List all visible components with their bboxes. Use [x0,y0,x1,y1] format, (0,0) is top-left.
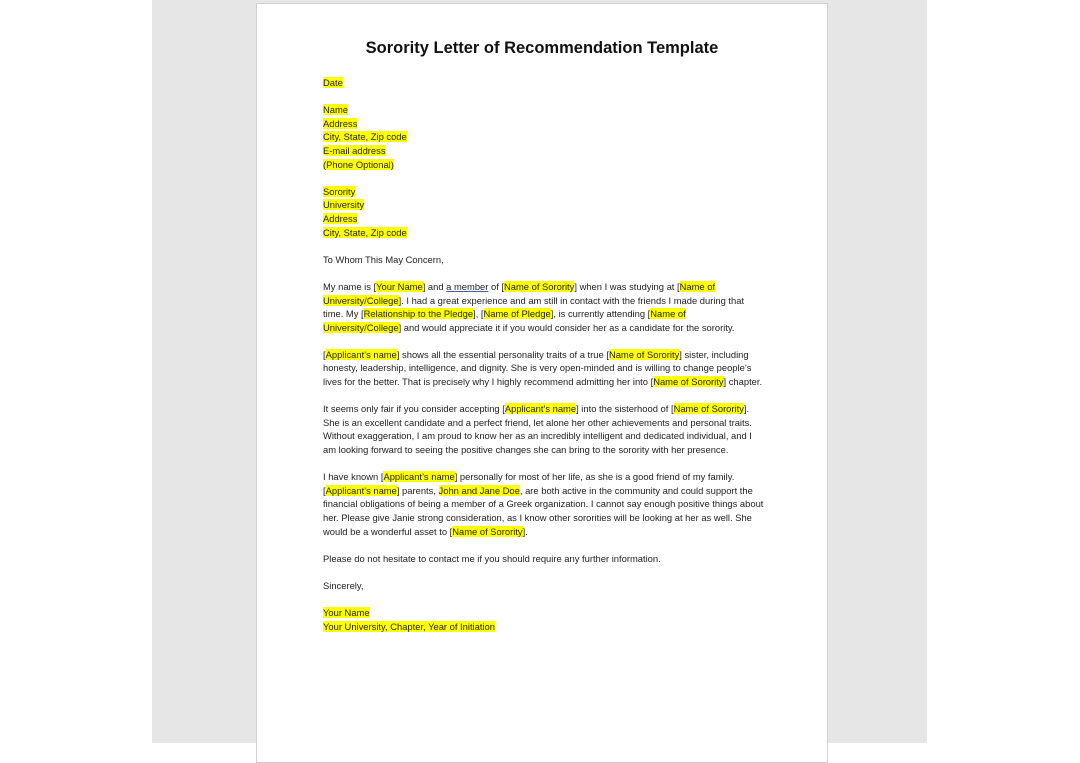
document-page [256,3,828,763]
letter-block [323,552,765,566]
text-run: ] and [422,280,447,292]
placeholder-highlight: (Phone Optional) [323,158,394,170]
placeholder-highlight: Sorority [323,185,356,197]
text-line [323,185,765,199]
placeholder-highlight: Name of University/College [323,308,686,333]
placeholder-highlight: Name of Sorority [452,525,523,537]
letter-paragraph [323,470,765,538]
letter-block [323,579,765,593]
text-run: ]. I had a great experience and am still in contact with the friends I made during that time. My [ [323,294,745,320]
text-run: To Whom This May Concern, [323,253,444,265]
text-run: a member [446,280,489,292]
text-run: ] chapter. [723,376,763,388]
placeholder-highlight: Name of Sorority [504,280,575,292]
text-run: ]. [522,525,528,537]
placeholder-highlight: Your Name [376,280,423,292]
placeholder-highlight: Name of University/College [323,280,716,306]
placeholder-highlight: Name [323,104,349,116]
letter-paragraph [323,280,765,334]
placeholder-highlight: Name of Pledge [483,308,551,320]
text-run: Please do not hesitate to contact me if you should require any further information. [323,552,661,564]
letter-block [323,253,765,267]
text-run: ] personally for most of her life, as she is a good friend of my family. [ [323,471,735,496]
text-line [323,76,765,90]
placeholder-highlight: Name of Sorority [673,403,744,415]
letter-paragraph [323,348,765,389]
placeholder-highlight: Relationship to the Pledge [363,308,474,320]
placeholder-highlight: E-mail address [323,144,386,156]
letter-paragraph [323,402,765,456]
text-run: ] parents, [396,484,439,496]
placeholder-highlight: Date [323,77,343,88]
placeholder-highlight: Name of Sorority [653,376,724,388]
text-line [323,253,765,267]
text-run: ], [ [473,308,484,320]
placeholder-highlight: Address [323,117,358,129]
placeholder-highlight: Applicant’s name [504,403,577,415]
text-run: ] shows all the essential personality traits of a true [ [396,348,609,360]
text-run: It seems only fair if you consider accepting [ [323,403,505,415]
placeholder-highlight: Address [323,212,358,224]
text-run: ] into the sisterhood of [ [576,403,674,415]
text-run: My name is [ [323,280,377,292]
placeholder-highlight: Name of Sorority [608,348,680,360]
text-run: I have known [ [323,471,384,483]
letter-block [323,76,765,90]
placeholder-highlight: John and Jane Doe [438,484,520,496]
text-run: ]. She is an excellent candidate and a perfect friend, let alone her other achievements and personal traits. Without exaggeration, I am proud to know her as an incredibly intelligent and dedicated individual, and I am looking forward to seeing the positive changes she can bring to the sorority with her presence. [323,403,752,456]
text-run: ] and would appreciate it if you would consider her as a candidate for the sorority. [398,321,735,333]
text-line [323,606,765,620]
text-line [323,579,765,593]
placeholder-highlight: Applicant’s name [325,348,397,360]
text-line [323,226,765,240]
text-line [323,103,765,117]
placeholder-highlight: Your Name [323,607,370,619]
text-line [323,144,765,158]
letter-block [323,185,765,239]
text-run: ] sister, including honesty, leadership, intelligence, and dignity. She is very open-minded and is willing to change people’s lives for the better. That is precisely why I highly recommend admitting her into [ [323,348,752,388]
text-run: of [ [488,280,505,292]
text-line [323,198,765,212]
text-run: , are both active in the community and could support the financial obligations of being a member of a Greek organization. I cannot say enough positive things about her. Please give Janie strong consideration, as I know other sororities will be looking at her as well. She would be a wonderful asset to [ [323,484,764,537]
text-line [323,552,765,566]
text-line [323,212,765,226]
placeholder-highlight: University [323,199,365,211]
text-line [323,158,765,172]
text-run: [ [323,348,326,360]
letter-block [323,103,765,171]
letter-body [323,76,765,647]
placeholder-highlight: City, State, Zip code [323,226,407,238]
text-line [323,130,765,144]
text-line [323,117,765,131]
page-title: Sorority Letter of Recommendation Template [365,39,719,57]
placeholder-highlight: Applicant’s name [383,471,455,483]
placeholder-highlight: Applicant’s name [325,484,397,496]
text-run: ] when I was studying at [ [574,280,680,292]
placeholder-highlight: Your University, Chapter, Year of Initiation [323,620,495,632]
text-line [323,620,765,634]
text-run: Sincerely, [323,579,364,591]
letter-block [323,606,765,633]
text-run: ], is currently attending [ [550,308,651,320]
placeholder-highlight: City, State, Zip code [323,131,407,143]
